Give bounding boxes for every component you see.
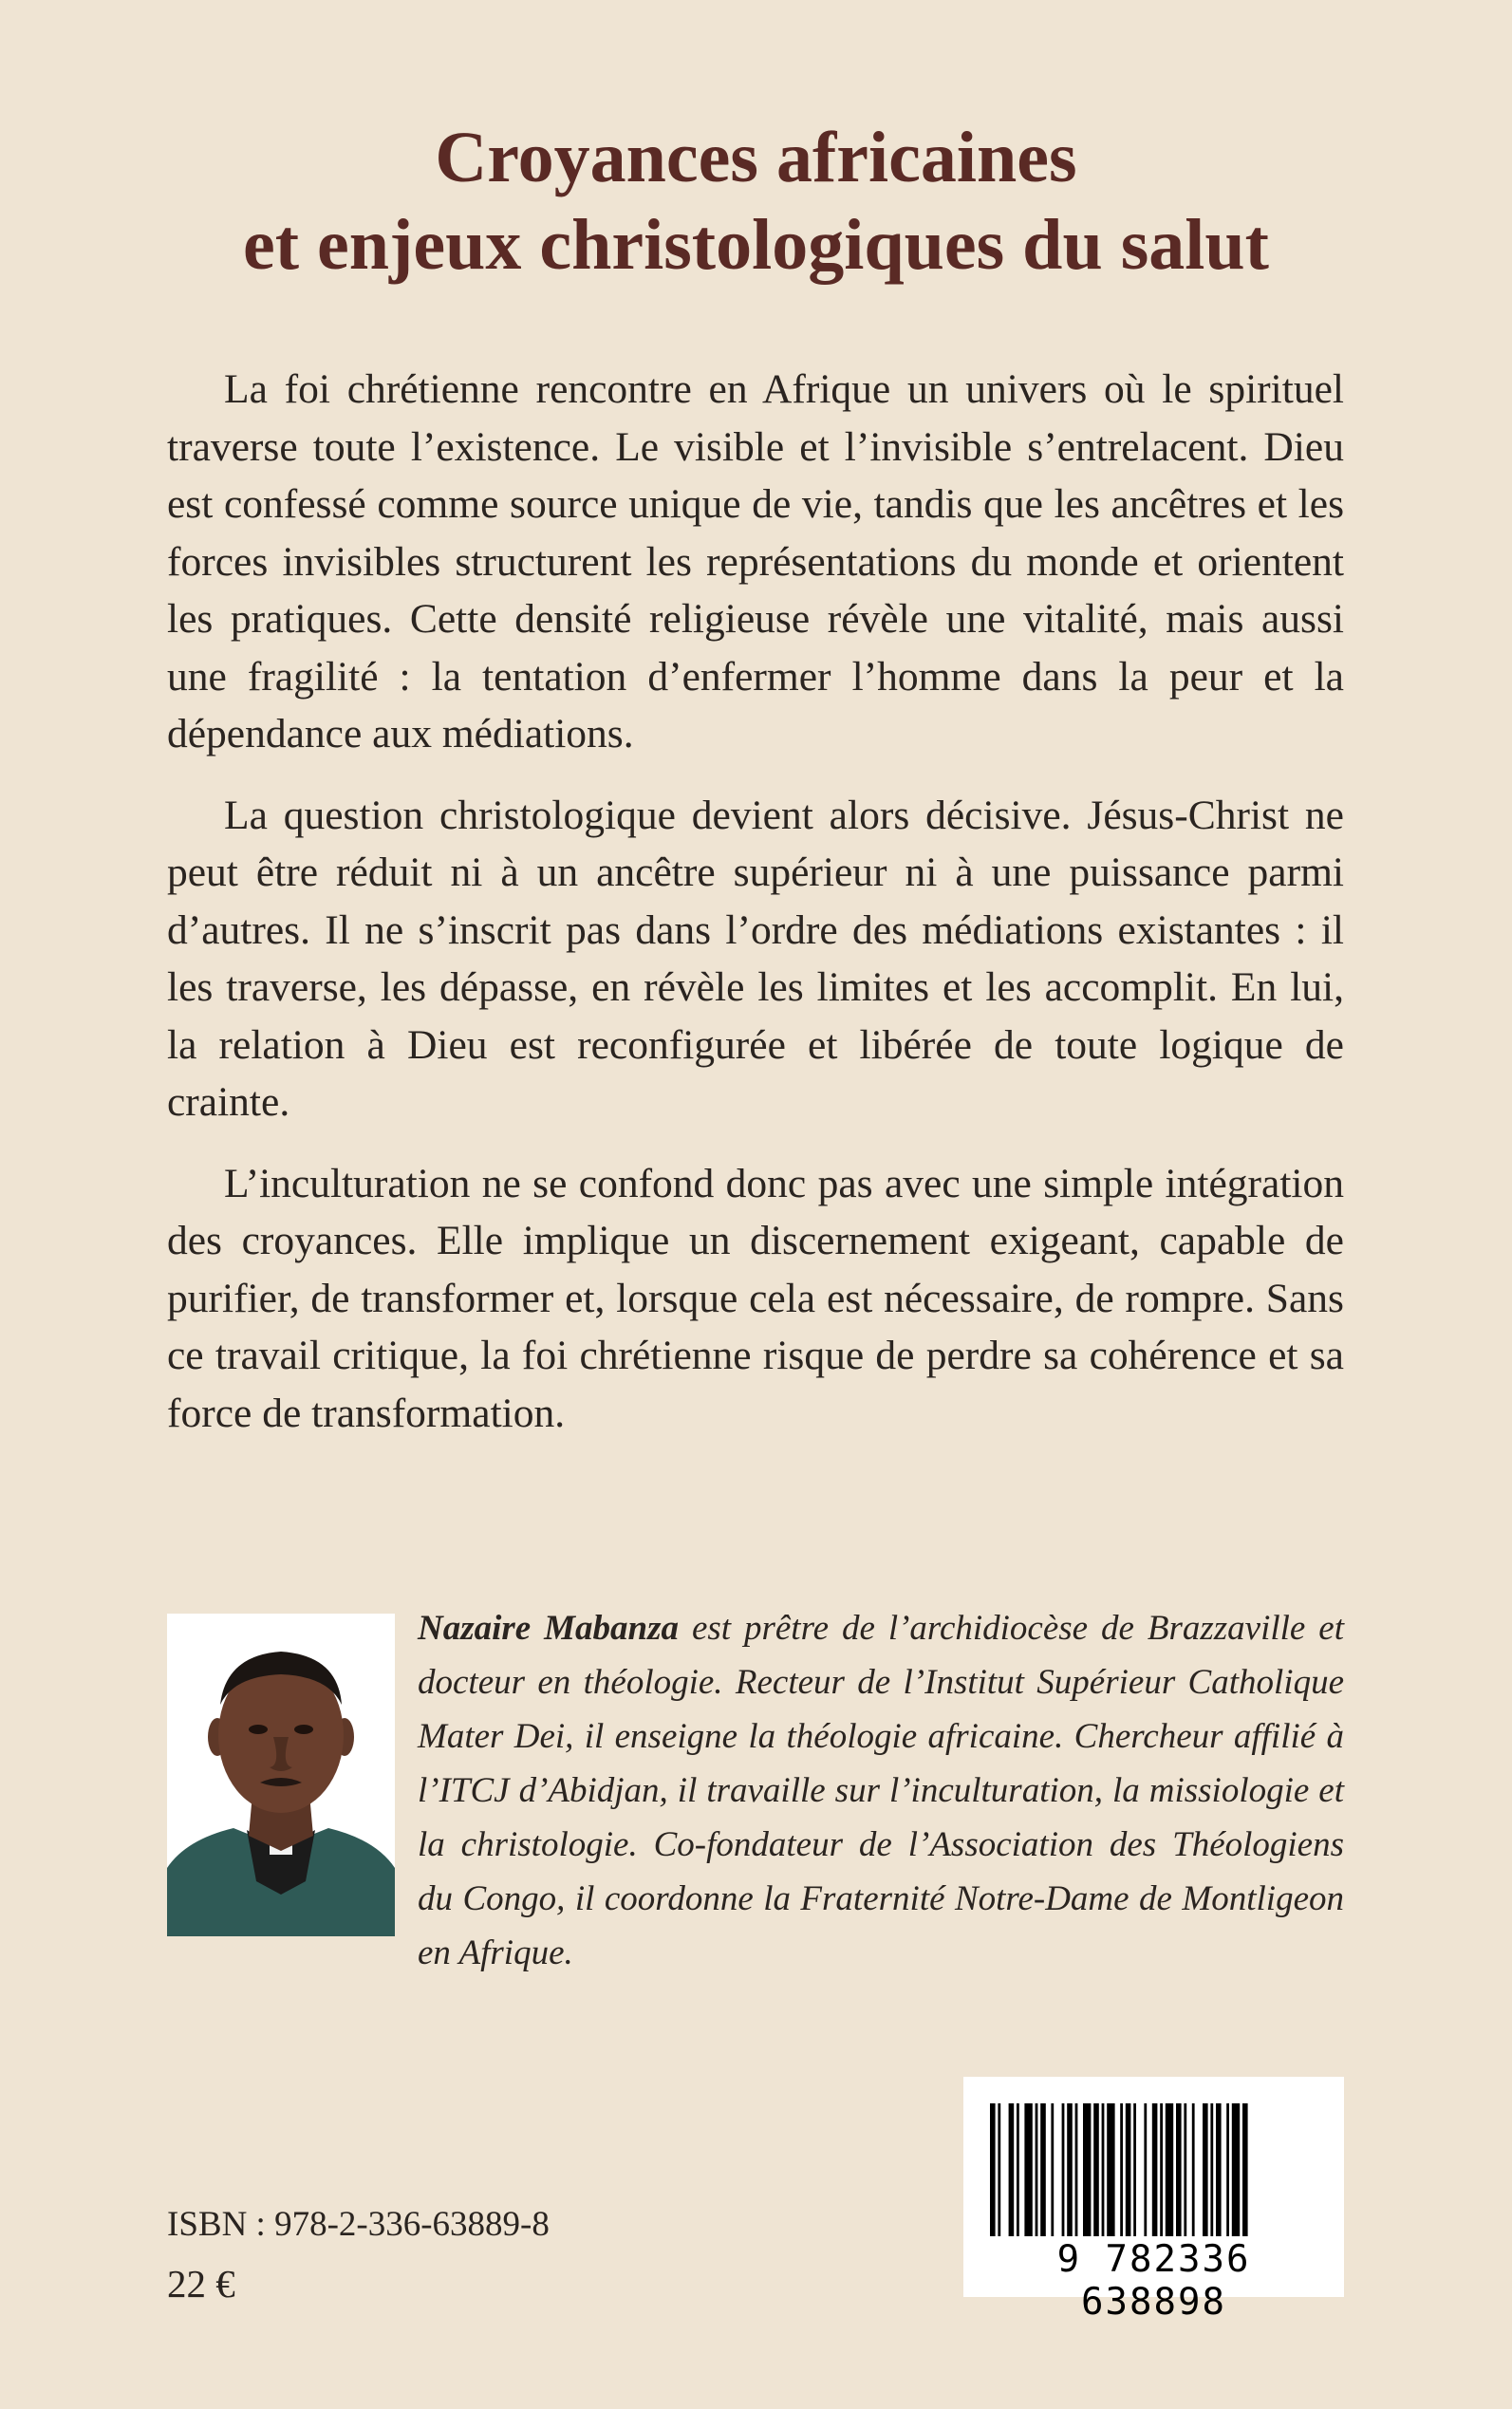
author-bio <box>418 1601 1344 1980</box>
isbn: ISBN : 978-2-336-63889-8 <box>167 2205 550 2244</box>
blurb-paragraph-1: La foi chrétienne rencontre en Afrique un univers où le spirituel traverse toute l’existence. Le visible et l’invisible s’entrelacent. Dieu est confessé comme source unique de vie, tandis que les ancêtres et les forces invisibles structurent les représentations du monde et orientent les pratiques. Cette densité religieuse révèle une vitalité, mais aussi une fragilité : la tentation d’enfermer l’homme dans la peur et la dépendance aux médiations. <box>167 366 1344 756</box>
barcode-digits: 9 782336 638898 <box>1056 2238 1251 2324</box>
author-name: Nazaire Mabanza <box>418 1609 680 1648</box>
title-line-2: et enjeux christologiques du salut <box>243 205 1269 285</box>
barcode <box>963 2077 1344 2324</box>
price: 22 € <box>167 2262 235 2306</box>
blurb-paragraph-3: L’inculturation ne se confond donc pas avec une simple intégration des croyances. Elle implique un discernement exigeant, capable de purifier, de transformer et, lorsque cela est nécessaire, de rompre. Sans ce travail critique, la foi chrétienne risque de perdre sa cohérence et sa force de transformation. <box>167 1160 1344 1436</box>
book-title <box>0 114 1512 289</box>
barcode-icon <box>990 2103 1317 2236</box>
blurb <box>167 361 1344 1466</box>
title-line-1: Croyances africaines <box>435 118 1077 197</box>
author-bio-text: est prêtre de l’archidiocèse de Brazzaville et docteur en théologie. Recteur de l’Institut Supérieur Catholique Mater Dei, il enseigne la théologie africaine. Chercheur affilié à l’ITCJ d’Abidjan, il travaille sur l’inculturation, la missiologie et la christologie. Co-fondateur de l’Association des Théologiens du Congo, il coordonne la Fraternité Notre-Dame de Montligeon en Afrique. <box>418 1609 1344 1972</box>
author-photo <box>167 1614 395 1936</box>
blurb-paragraph-2: La question christologique devient alors décisive. Jésus-Christ ne peut être réduit ni à un ancêtre supérieur ni à une puissance parmi d’autres. Il ne s’inscrit pas dans l’ordre des médiations existantes : il les traverse, les dépasse, en révèle les limites et les accomplit. En lui, la relation à Dieu est reconfigurée et libérée de toute logique de crainte. <box>167 792 1344 1125</box>
author-portrait-icon <box>167 1614 395 1936</box>
